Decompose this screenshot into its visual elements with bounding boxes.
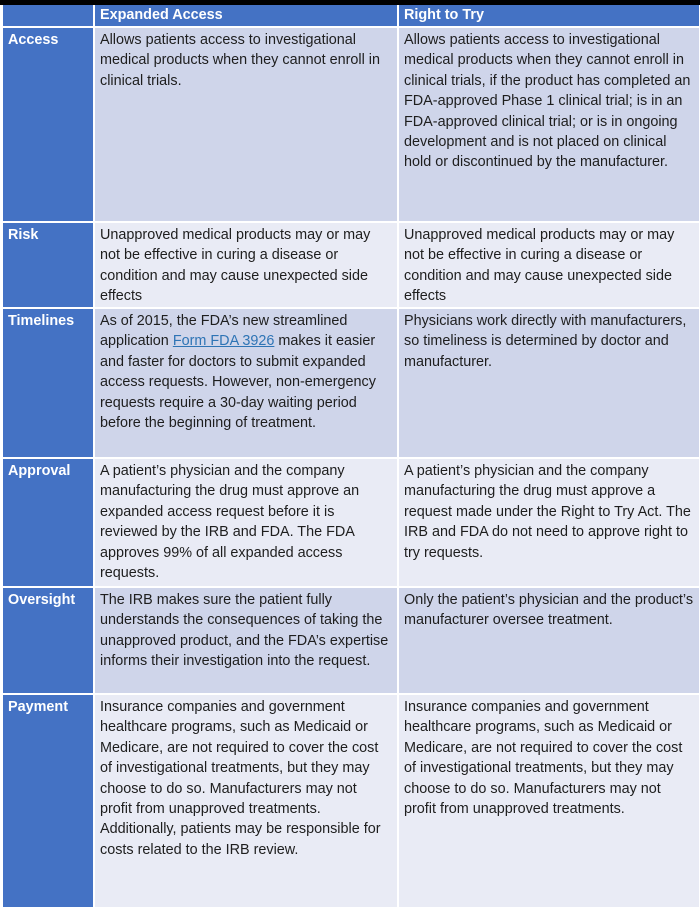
cell-payment-right-to-try: Insurance companies and government healthcare programs, such as Medicaid or Medicare, are not required to cover the cost of investigational treatments, but they may choose to do so. Manufacturers may not profit from unapproved treatments.	[399, 695, 699, 907]
row-label-approval: Approval	[3, 459, 93, 586]
cell-timelines-expanded-access	[95, 309, 397, 457]
cell-access-expanded-access: Allows patients access to investigational medical products when they cannot enroll in clinical trials.	[95, 28, 397, 221]
cell-risk-expanded-access: Unapproved medical products may or may not be effective in curing a disease or condition and may cause unexpected side effects	[95, 223, 397, 307]
row-label-payment: Payment	[3, 695, 93, 907]
header-corner-cell	[3, 5, 93, 26]
cell-access-right-to-try: Allows patients access to investigational medical products when they cannot enroll in clinical trials, if the product has completed an FDA-approved Phase 1 clinical trial; is in an FDA-approved clinical trial; or is in ongoing development and is not placed on clinical hold or discontinued by the manufacturer.	[399, 28, 699, 221]
row-label-timelines: Timelines	[3, 309, 93, 457]
cell-approval-right-to-try: A patient’s physician and the company manufacturing the drug must approve a request made under the Right to Try Act. The IRB and FDA do not need to approve right to try requests.	[399, 459, 699, 586]
header-expanded-access: Expanded Access	[95, 5, 397, 26]
form-fda-3926-link[interactable]: Form FDA 3926	[172, 333, 275, 350]
cell-timelines-right-to-try: Physicians work directly with manufacturers, so timeliness is determined by doctor and manufacturer.	[399, 309, 699, 457]
header-right-to-try: Right to Try	[399, 5, 699, 26]
row-label-risk: Risk	[3, 223, 93, 307]
row-label-oversight: Oversight	[3, 588, 93, 693]
timelines-text-after-link: makes it easier and faster for doctors to submit expanded access requests. However, non-emergency requests require a 30-day waiting period before the beginning of treatment.	[100, 333, 376, 432]
cell-approval-expanded-access: A patient’s physician and the company manufacturing the drug must approve an expanded access request before it is reviewed by the IRB and FDA. The FDA approves 99% of all expanded access requests.	[95, 459, 397, 586]
row-label-access: Access	[3, 28, 93, 221]
cell-risk-right-to-try: Unapproved medical products may or may not be effective in curing a disease or condition and may cause unexpected side effects	[399, 223, 699, 307]
cell-payment-expanded-access: Insurance companies and government healthcare programs, such as Medicaid or Medicare, are not required to cover the cost of investigational treatments, but they may choose to do so. Manufacturers may not profit from unapproved treatments. Additionally, patients may be responsible for costs related to the IRB review.	[95, 695, 397, 907]
cell-oversight-right-to-try: Only the patient’s physician and the product’s manufacturer oversee treatment.	[399, 588, 699, 693]
comparison-table	[3, 5, 697, 907]
cell-oversight-expanded-access: The IRB makes sure the patient fully understands the consequences of taking the unapproved product, and the FDA’s expertise informs their investigation into the request.	[95, 588, 397, 693]
timelines-text-before-link: As of 2015, the FDA’s new streamlined application	[100, 313, 348, 350]
